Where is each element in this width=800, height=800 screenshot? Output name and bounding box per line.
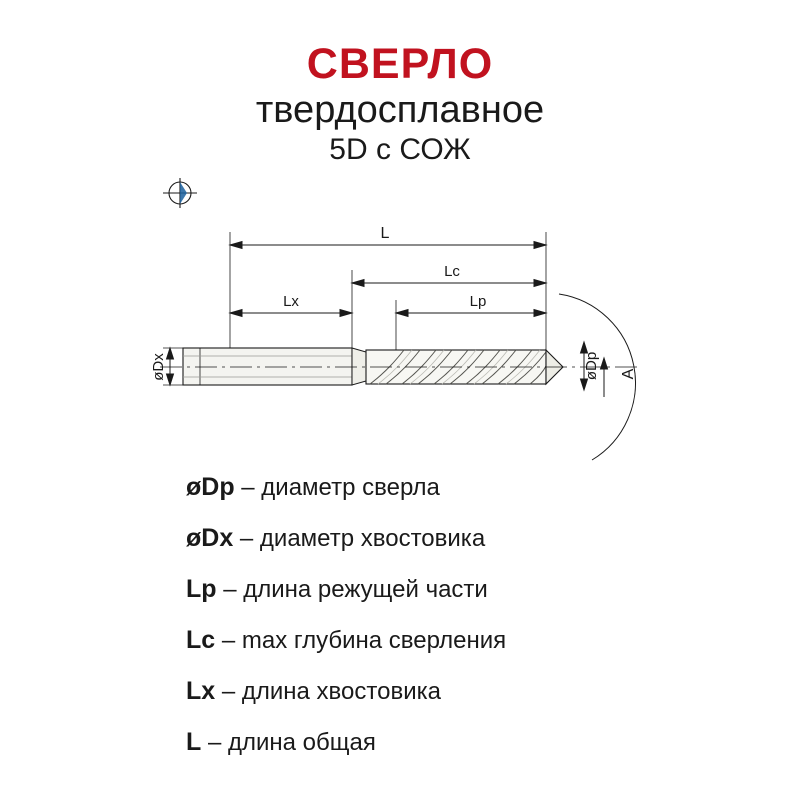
dimension-label-Lx: Lx [283, 293, 299, 310]
dimension-label-Lp: Lp [469, 293, 487, 310]
technical-drawing [0, 160, 800, 480]
legend-list [186, 462, 786, 768]
legend-symbol: L [186, 728, 202, 756]
legend-text: – диаметр сверла [241, 474, 440, 501]
page-subtitle-1: твердосплавное [255, 89, 545, 132]
list-item [186, 615, 786, 666]
legend-symbol: øDx [186, 524, 234, 552]
list-item [186, 513, 786, 564]
legend-text: – длина хвостовика [221, 678, 441, 705]
dimension-shank-diameter [150, 348, 174, 385]
page-title: СВЕРЛО [306, 40, 494, 88]
legend-text: – max глубина сверления [221, 627, 507, 654]
dimension-label-A: A [620, 368, 637, 380]
first-angle-projection-icon [163, 178, 197, 208]
dimension-shank-length [230, 293, 352, 317]
dimension-label-Dx: øDx [150, 353, 167, 381]
dimension-max-depth [352, 263, 546, 287]
legend-text: – диаметр хвостовика [239, 525, 486, 552]
list-item [186, 564, 786, 615]
legend-symbol: Lx [186, 677, 216, 705]
drill-drawing-svg [0, 160, 800, 480]
legend-text: – длина режущей части [223, 576, 488, 603]
legend-symbol: Lp [186, 575, 217, 603]
dimension-drill-diameter [581, 342, 601, 390]
page-subtitle-2: 5D с СОЖ [329, 132, 471, 166]
list-item [186, 462, 786, 513]
title-block [0, 42, 800, 166]
drill-shank [183, 348, 352, 385]
legend-symbol: Lc [186, 626, 216, 654]
dimension-label-L: L [380, 225, 390, 242]
dimension-flute-length [396, 293, 546, 317]
legend-symbol: øDp [186, 473, 235, 501]
dimension-label-Dp: øDp [583, 351, 600, 381]
dimension-label-Lc: Lc [444, 263, 460, 280]
list-item [186, 666, 786, 717]
drill-neck [352, 348, 366, 385]
legend-text: – длина общая [207, 729, 376, 756]
list-item [186, 717, 786, 768]
drill-body [160, 348, 640, 385]
dimension-total-length [230, 225, 546, 249]
